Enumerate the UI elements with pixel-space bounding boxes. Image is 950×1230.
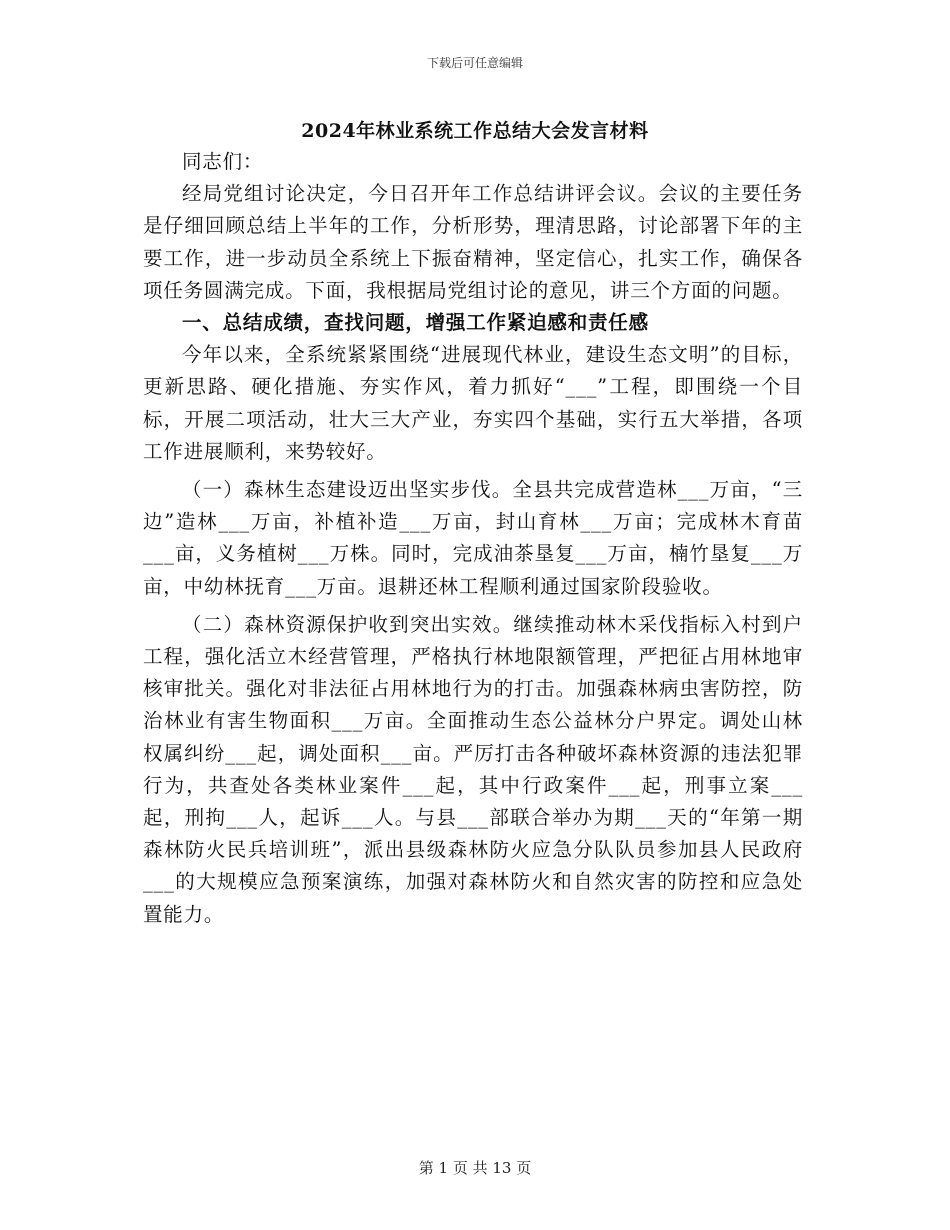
document-body — [143, 146, 803, 931]
document-title: 2024年林业系统工作总结大会发言材料 — [301, 120, 649, 142]
page-footer: 第 1 页 共 13 页 — [418, 1159, 532, 1177]
header-note: 下载后可任意编辑 — [426, 56, 523, 70]
section-1-heading: 一、总结成绩，查找问题，增强工作紧迫感和责任感 — [182, 311, 649, 335]
section-1-paragraph-1: 今年以来，全系统紧紧围绕“进展现代林业，建设生态文明”的目标，更新思路、硬化措施、夯实作风，着力抓好“___”工程，即围绕一个目标，开展二项活动，壮大三大产业，夯实四个基础，实行五大举措，各项工作进展顺利，来势较好。 — [143, 343, 803, 463]
salutation: 同志们： — [182, 150, 264, 173]
intro-paragraph: 经局党组讨论决定，今日召开年工作总结讲评会议。会议的主要任务是仔细回顾总结上半年的工作，分析形势，理清思路，讨论部署下年的主要工作，进一步动员全系统上下振奋精神，坚定信心，扎实工作，确保各项任务圆满完成。下面，我根据局党组讨论的意见，讲三个方面的问题。 — [143, 182, 803, 302]
section-1-paragraph-3: （二）森林资源保护收到突出实效。继续推动林木采伐指标入村到户工程，强化活立木经营管理，严格执行林地限额管理，严把征占用林地审核审批关。强化对非法征占用林地行为的打击。加强森林病虫害防控，防治林业有害生物面积___万亩。全面推动生态公益林分户界定。调处山林权属纠纷___起，调处面积___亩。严厉打击各种破坏森林资源的违法犯罪行为，共查处各类林业案件___起，其中行政案件___起，刑事立案___起，刑拘___人，起诉___人。与县___部联合举办为期___天的“年第一期森林防火民兵培训班”，派出县级森林防火应急分队队员参加县人民政府___的大规模应急预案演练，加强对森林防火和自然灾害的防控和应急处置能力。 — [143, 612, 803, 926]
section-1-paragraph-2: （一）森林生态建设迈出坚实步伐。全县共完成营造林___万亩，“三边”造林___万亩，补植补造___万亩，封山育林___万亩；完成林木育苗___亩，义务植树___万株。同时，完成油茶垦复___万亩，楠竹垦复___万亩，中幼林抚育___万亩。退耕还林工程顺利通过国家阶段验收。 — [143, 478, 803, 598]
